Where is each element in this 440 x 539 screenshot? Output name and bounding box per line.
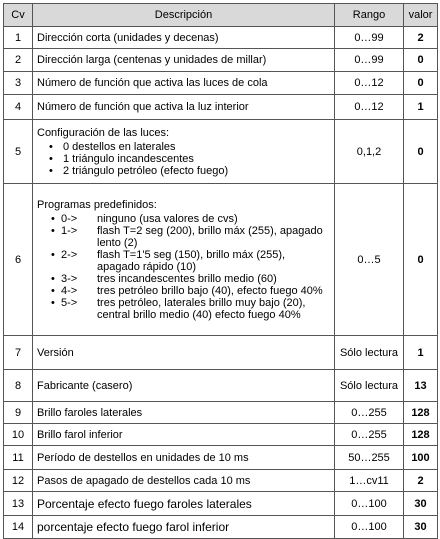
description: Brillo farol inferior: [33, 424, 335, 446]
program-text: tres petróleo brillo bajo (40), efecto fuego 40%: [97, 284, 323, 297]
list-item: [51, 285, 330, 297]
description: Dirección larga (centenas y unidades de millar): [33, 49, 335, 72]
programs-list: [37, 213, 330, 321]
programs-title: Programas predefinidos:: [37, 198, 157, 211]
value: 128: [404, 424, 438, 446]
cv-number: 11: [4, 446, 33, 470]
description: Porcentaje efecto fuego faroles laterales: [33, 492, 335, 516]
list-item: • 1 triángulo incandescentes: [63, 153, 330, 165]
range: 0…99: [335, 49, 404, 72]
header-cv: Cv: [4, 4, 33, 27]
list-item: • 2 triángulo petróleo (efecto fuego): [63, 165, 330, 177]
program-text: flash T=2 seg (200), brillo máx (255), apagado lento (2): [97, 224, 323, 249]
range: Sólo lectura: [335, 370, 404, 402]
table-row: [4, 120, 438, 184]
cv-number: 6: [4, 184, 33, 336]
config-options-list: [37, 141, 330, 177]
range: Sólo lectura: [335, 336, 404, 370]
value: 0: [404, 72, 438, 95]
cv-number: 2: [4, 49, 33, 72]
bullet-icon: •: [51, 296, 55, 309]
list-item: [51, 249, 330, 273]
cv-number: 8: [4, 370, 33, 402]
description: Pasos de apagado de destellos cada 10 ms: [33, 470, 335, 492]
description: Fabricante (casero): [33, 370, 335, 402]
cv-table: [3, 3, 438, 539]
description: [33, 184, 335, 336]
description: Período de destellos en unidades de 10 ms: [33, 446, 335, 470]
list-item: [51, 213, 330, 225]
value: 2: [404, 27, 438, 49]
program-key: 2->: [61, 248, 78, 261]
range: 0…100: [335, 492, 404, 516]
table-row: [4, 446, 438, 470]
program-key: 1->: [61, 224, 78, 237]
cv-number: 14: [4, 516, 33, 539]
table-row: [4, 402, 438, 424]
table-row: [4, 470, 438, 492]
range: 0,1,2: [335, 120, 404, 184]
table-row: [4, 516, 438, 539]
description: Número de función que activa la luz interior: [33, 95, 335, 120]
program-text: tres petróleo, laterales brillo muy bajo (20), central brillo medio (40) efecto fuego 40%: [97, 296, 306, 321]
bullet-icon: •: [51, 284, 55, 297]
value: 0: [404, 184, 438, 336]
program-key: 0->: [61, 212, 78, 225]
table-row: [4, 95, 438, 120]
description: porcentaje efecto fuego farol inferior: [33, 516, 335, 539]
description: Brillo faroles laterales: [33, 402, 335, 424]
description: [33, 120, 335, 184]
cv-number: 12: [4, 470, 33, 492]
table-row: [4, 72, 438, 95]
bullet-icon: •: [51, 212, 55, 225]
value: 30: [404, 492, 438, 516]
header-rango: Rango: [335, 4, 404, 27]
range: 0…12: [335, 72, 404, 95]
value: 30: [404, 516, 438, 539]
program-key: 5->: [61, 296, 78, 309]
description: Dirección corta (unidades y decenas): [33, 27, 335, 49]
table-row: [4, 370, 438, 402]
header-valor: valor: [404, 4, 438, 27]
list-item: [51, 297, 330, 321]
value: 0: [404, 49, 438, 72]
bullet-icon: •: [51, 248, 55, 261]
program-key: 4->: [61, 284, 78, 297]
list-item: [51, 273, 330, 285]
cv-number: 4: [4, 95, 33, 120]
range: 50…255: [335, 446, 404, 470]
table-row: [4, 424, 438, 446]
list-item: [51, 225, 330, 249]
config-title: Configuración de las luces:: [37, 126, 170, 139]
description: Versión: [33, 336, 335, 370]
table-row: [4, 184, 438, 336]
bullet-icon: •: [51, 224, 55, 237]
value: 128: [404, 402, 438, 424]
cv-number: 13: [4, 492, 33, 516]
range: 0…100: [335, 516, 404, 539]
table-row: [4, 336, 438, 370]
program-key: 3->: [61, 272, 78, 285]
value: 2: [404, 470, 438, 492]
cv-number: 9: [4, 402, 33, 424]
value: 100: [404, 446, 438, 470]
range: 0…255: [335, 424, 404, 446]
table-row: [4, 492, 438, 516]
range: 0…99: [335, 27, 404, 49]
value: 1: [404, 95, 438, 120]
program-text: ninguno (usa valores de cvs): [97, 212, 238, 225]
range: 0…5: [335, 184, 404, 336]
program-text: tres incandescentes brillo medio (60): [97, 272, 277, 285]
table-row: [4, 27, 438, 49]
description: Número de función que activa las luces de cola: [33, 72, 335, 95]
value: 13: [404, 370, 438, 402]
cv-number: 10: [4, 424, 33, 446]
cv-number: 3: [4, 72, 33, 95]
range: 0…255: [335, 402, 404, 424]
bullet-icon: •: [51, 272, 55, 285]
cv-number: 7: [4, 336, 33, 370]
range: 1…cv11: [335, 470, 404, 492]
header-row: [4, 4, 438, 27]
cv-number: 5: [4, 120, 33, 184]
value: 1: [404, 336, 438, 370]
list-item: • 0 destellos en laterales: [63, 141, 330, 153]
cv-table-container: [3, 3, 438, 539]
table-row: [4, 49, 438, 72]
value: 0: [404, 120, 438, 184]
header-descripcion: Descripción: [33, 4, 335, 27]
cv-number: 1: [4, 27, 33, 49]
range: 0…12: [335, 95, 404, 120]
program-text: flash T=1'5 seg (150), brillo máx (255), apagado rápido (10): [97, 248, 286, 273]
